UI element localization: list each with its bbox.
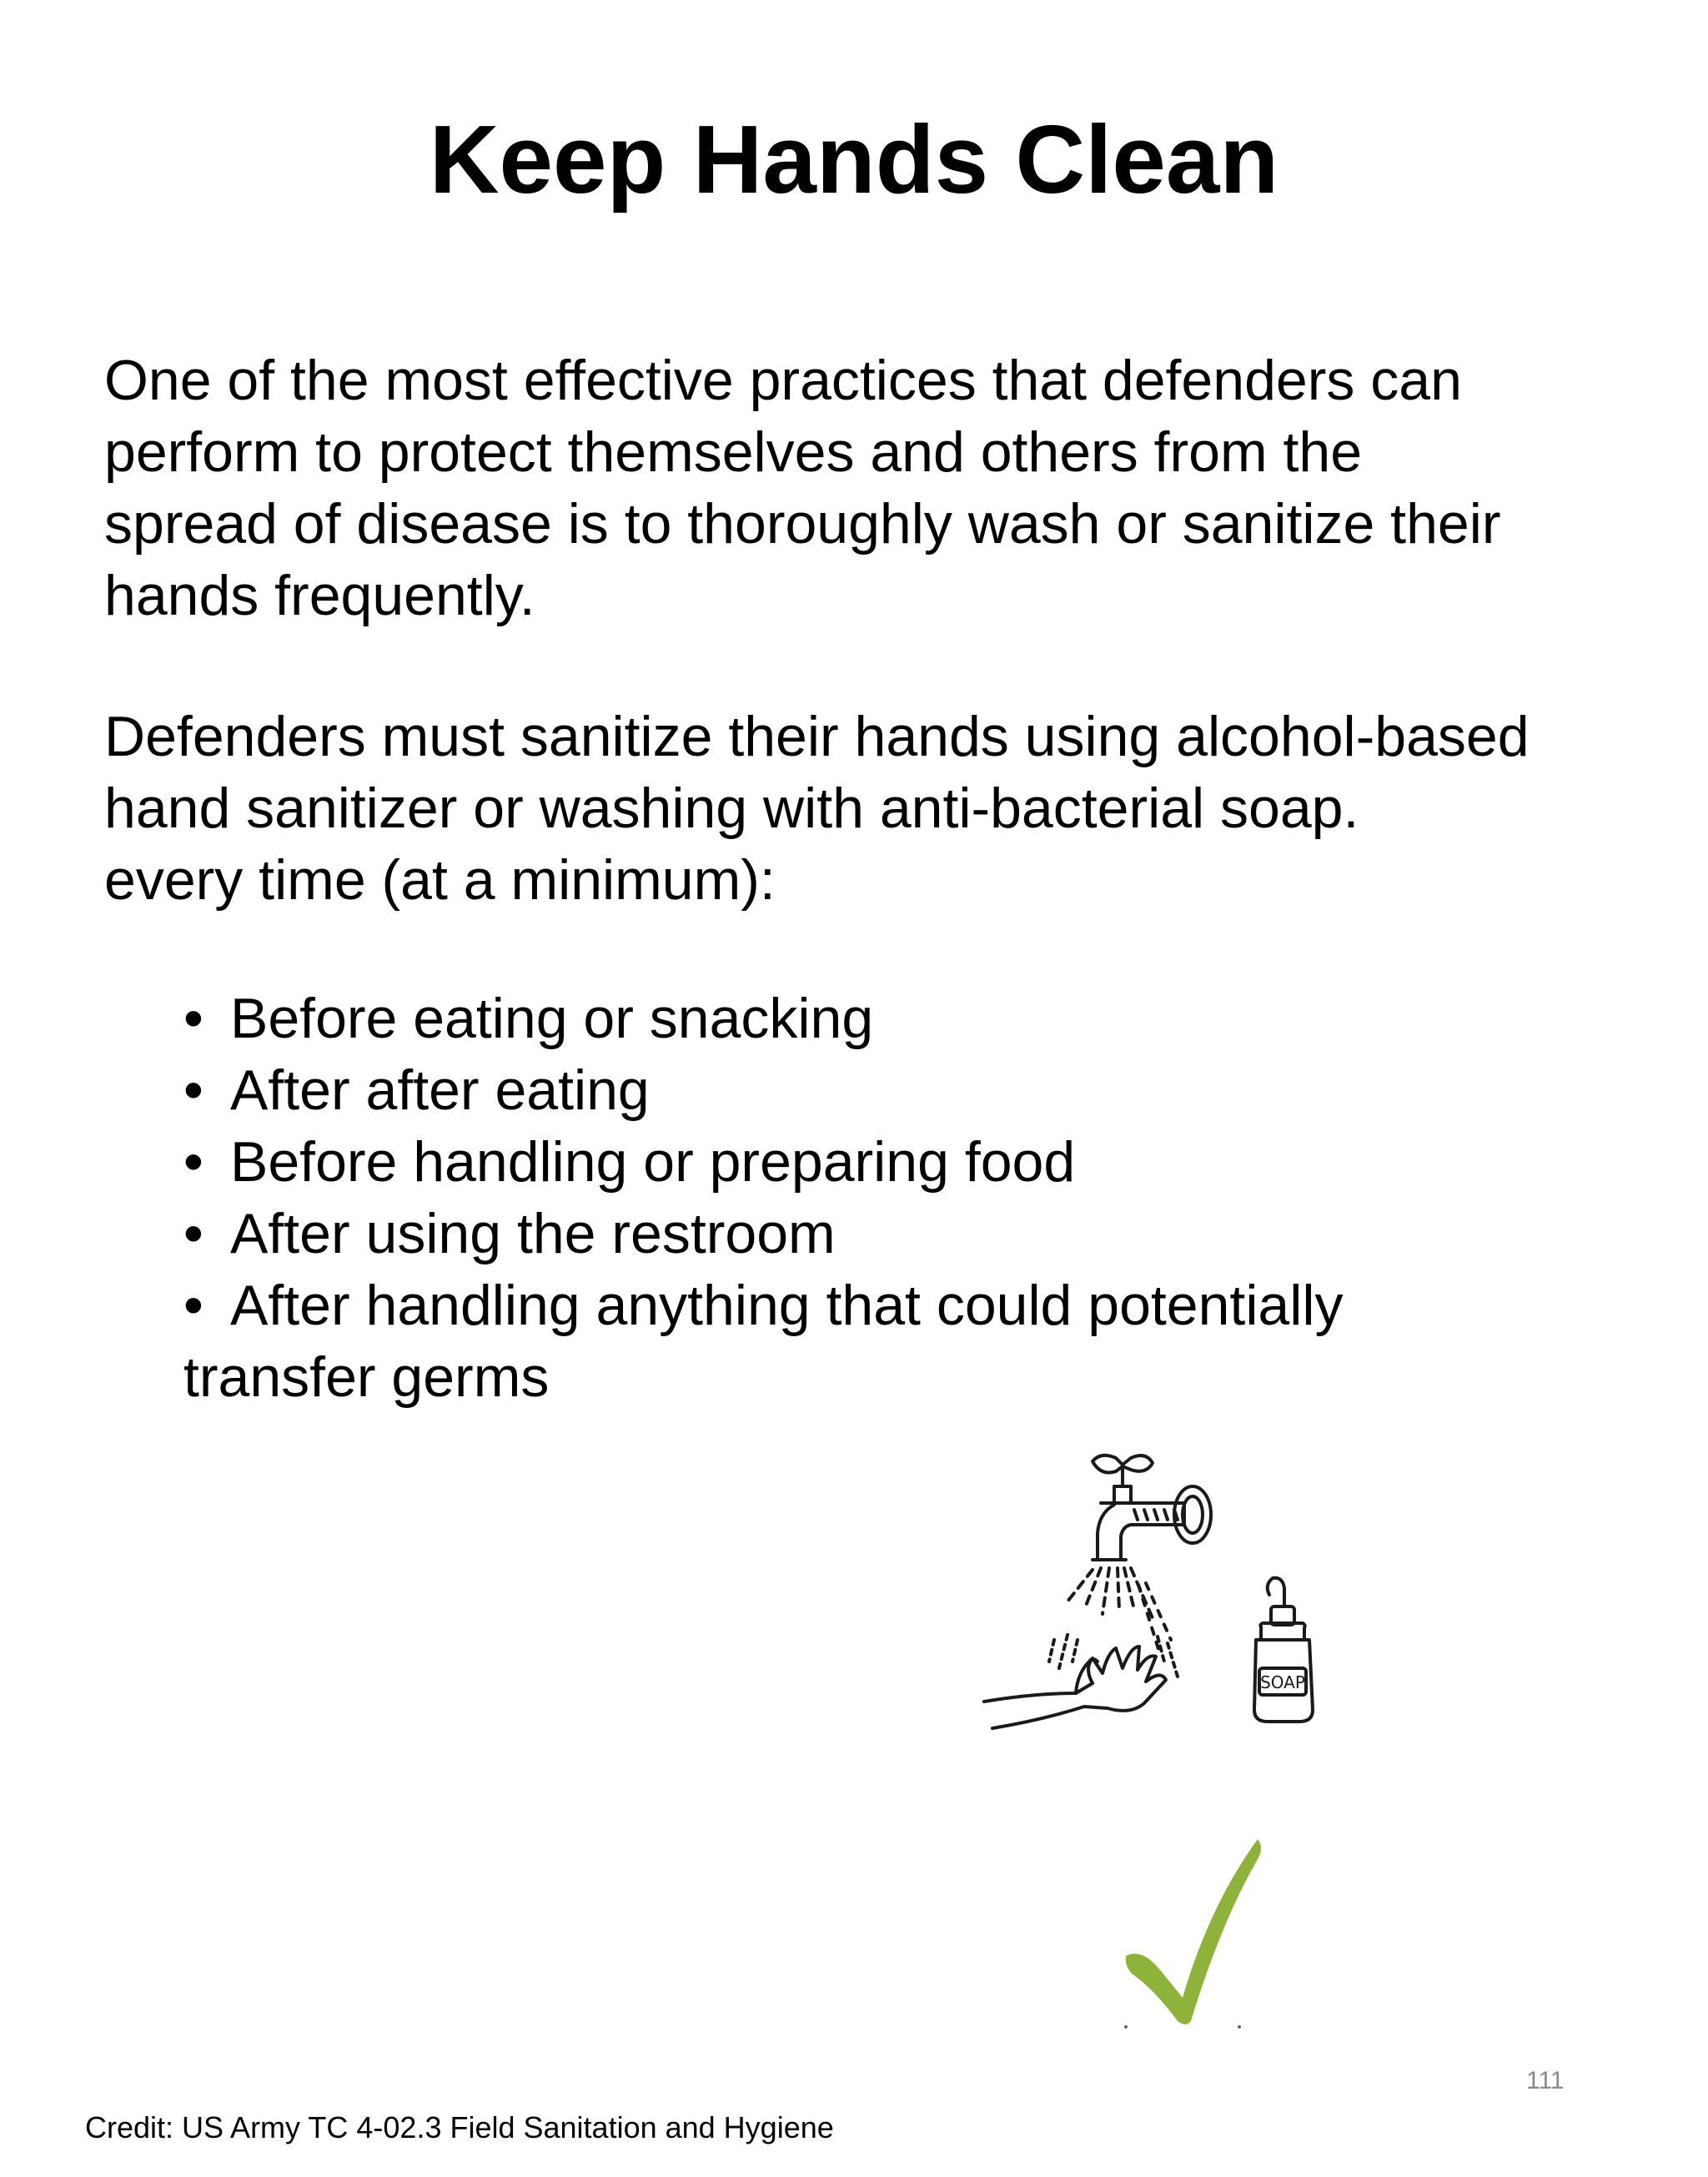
paragraph-line: hand sanitizer or washing with anti-bacterial soap. bbox=[104, 777, 1359, 840]
list-item-text: After handling anything that could potentially bbox=[230, 1274, 1344, 1337]
soap-label: SOAP bbox=[1260, 1672, 1305, 1692]
list-item-text: Before eating or snacking bbox=[230, 987, 874, 1050]
list-item bbox=[183, 1054, 1343, 1126]
paragraph-line: Defenders must sanitize their hands using alcohol-based bbox=[104, 705, 1530, 768]
list-item bbox=[183, 1126, 1343, 1198]
paragraph-line: One of the most effective practices that defenders can bbox=[104, 349, 1462, 412]
credit-line: Credit: US Army TC 4-02.3 Field Sanitation and Hygiene bbox=[85, 2110, 834, 2144]
page-title: Keep Hands Clean bbox=[429, 105, 1279, 214]
list-item bbox=[183, 1269, 1343, 1413]
list-item-continuation: transfer germs bbox=[183, 1345, 550, 1409]
bullet-icon: • bbox=[183, 1274, 203, 1337]
checkmark-icon bbox=[1118, 1823, 1268, 2031]
list-item-text: Before handling or preparing food bbox=[230, 1130, 1076, 1194]
handwashing-times-list bbox=[183, 983, 1343, 1413]
handwashing-illustration-icon bbox=[967, 1443, 1368, 1793]
list-item bbox=[183, 983, 1343, 1054]
paragraph-line: every time (at a minimum): bbox=[104, 848, 776, 912]
bullet-icon: • bbox=[183, 1130, 203, 1194]
bullet-icon: • bbox=[183, 1202, 203, 1265]
page-number: 111 bbox=[1526, 2067, 1565, 2094]
paragraph-line: perform to protect themselves and others from the bbox=[104, 420, 1363, 484]
paragraph-line: spread of disease is to thoroughly wash or sanitize their bbox=[104, 492, 1501, 556]
list-item-text: After after eating bbox=[230, 1058, 650, 1122]
paragraph-line: hands frequently. bbox=[104, 564, 535, 627]
list-item-text: After using the restroom bbox=[230, 1202, 836, 1265]
bullet-icon: • bbox=[183, 1058, 203, 1122]
intro-paragraph bbox=[104, 344, 1672, 631]
list-item bbox=[183, 1198, 1343, 1269]
instruction-paragraph bbox=[104, 701, 1672, 916]
bullet-icon: • bbox=[183, 987, 203, 1050]
